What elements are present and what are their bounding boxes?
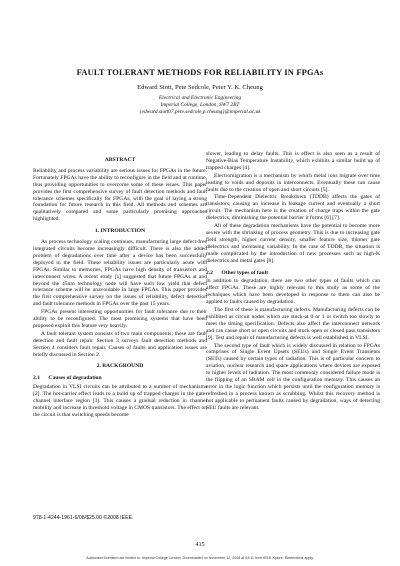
page-number: 415 bbox=[195, 541, 205, 548]
subsection-number: 2.1 bbox=[33, 375, 40, 382]
background-paragraph-1: Degradation in VLSI circuits can be attributed to a number of mechanisms [2]. The hot-carrier effect leads to a build up of trapped charges in the gate-channel interface region [3]. This causes a gradual reduction in channel mobility and increase in threshold voltage in CMOS transistors. The effect on the circuit is that switching speeds become bbox=[33, 384, 207, 418]
right-paragraph-6: The first of these is manufacturing defects. Manufacturing defects can be exhibited as circuit nodes which are stuck-at 0 or 1 or switch too slowly to meet the timing specification. Defects also affect the interconnect network and can cause short or open circuits and stuck open or closed pass transistors [9]. Test and repair of manufacturing defects is well established in VLSI. bbox=[206, 307, 380, 341]
subsection-2-2-heading bbox=[206, 270, 380, 277]
affiliation-emails: {edward.stott07,pete.sedcole,p.cheung}@imperial.ac.uk bbox=[139, 109, 261, 115]
intro-paragraph-1: As process technology scaling continues, manufacturing large defect-free integrated circuits become increasingly difficult. There is also the added problem of degradations over time after a device has been successfully deployed in the field. These reliability issues are particularly acute with FPGAs. Similar to memories, FPGAs have high density of transistors and interconnect wires. A recent study [1] suggested that future FPGAs at and beyond the 45nm technology node will have such low yield that defect tolerance scheme will be unavoidable in large FPGAs. This paper provides the first comprehensive survey on the issues of reliability, defect detection and fault tolerance methods in FPGAs over the past 15 years. bbox=[33, 239, 207, 308]
right-paragraph-4: All of these degradation mechanisms have the potential to become more severe with the shrinking of process geometry. This is due to increasing gate field strength, higher current density, smaller feature size, thinner gate dielectrics and increasing variability. In the case of TDDB, the situation is made complicated by the introduction of new processes such as high-K dielectrics and metal gates [8]. bbox=[206, 223, 380, 264]
background-heading: 2. BACKGROUND bbox=[96, 363, 144, 370]
copyright-notice: 978-1-4244-1961-6/08/$25.00 ©2008 IEEE. bbox=[33, 515, 134, 521]
affiliation-institution: Imperial College, London, SW7 2BT bbox=[160, 102, 240, 108]
intro-paragraph-3: A fault tolerant system consists of two main components; these are fault detection and fault repair. Section 3 surveys fault detection methods and Section 4 considers fault repair. Causes of faults and application issues are briefly discussed in Section 2. bbox=[33, 330, 207, 358]
paper-title: FAULT TOLERANT METHODS FOR RELIABILITY IN FPGAs bbox=[76, 68, 324, 77]
affiliation-dept: Electrical and Electronic Engineering bbox=[158, 95, 242, 101]
right-paragraph-7: The second type of fault which is widely discussed in relation to FPGAs comprises of Single Event Upsets (SEUs) and Single Event Transients (SETs) caused by certain types of radiation. This is of particular concern to aviation, nuclear research and space applications where devices are exposed to higher levels of radiation. The most commonly considered failure mode is the flipping of an SRAM cell in the configuration memory. This causes an error in the logic function which persists until the configuration memory is refreshed in a process known as scrubbing. Whilst this recovery method is not applicable to permanent faults caused by degradation, ways of detecting SEU faults are relevant. bbox=[206, 342, 380, 411]
subsection-2-1-heading bbox=[33, 375, 207, 382]
right-paragraph-5: In addition to degradation, there are two other types of faults which can affect FPGAs. These are highly relevant to this study as some of the techniques which have been developed in response to them can also be applied to faults caused by degradation. bbox=[206, 278, 380, 306]
left-column bbox=[33, 152, 207, 420]
right-column bbox=[206, 151, 380, 413]
affiliation bbox=[0, 95, 400, 116]
abstract-heading: ABSTRACT bbox=[104, 157, 136, 163]
right-paragraph-3: Time-Dependent Dielectric Breakdown (TDDB) affects the gates of transistors, causing an increase in leakage current and eventually a short circuit. The mechanism here is the creation of charge traps within the gate dielectrics, diminishing the potential barrier it forms [6] [7]. bbox=[206, 194, 380, 222]
subsection-number: 2.2 bbox=[206, 269, 213, 276]
author-list: Edward Stott, Pete Sedcole, Peter Y. K. Cheung bbox=[137, 84, 263, 91]
subsection-title: Other types of fault bbox=[221, 269, 269, 276]
license-footer: Authorized licensed use limited to: Imperial College London. Downloaded on November 12, 2008 at 04:11 from IEEE Xplore. Restrictions apply. bbox=[86, 556, 314, 560]
subsection-title: Causes of degradation bbox=[48, 375, 102, 382]
right-paragraph-1: slower, leading to delay faults. This is effect is also seen as a result of Negative-Bias Temperature Instability, which exhibits a similar build up of trapped charges [4]. bbox=[206, 151, 380, 171]
introduction-heading: 1. INTRODUCTION bbox=[94, 228, 146, 235]
intro-paragraph-2: FPGAs present interesting opportunities for fault tolerance due to their ability to be reconfigured. The most promising systems that have been proposed exploit this feature very heavily. bbox=[33, 309, 207, 329]
right-paragraph-2: Electromigration is a mechanism by which metal ions migrate over time leading to voids and deposits in interconnects. Eventually these can cause faults due to the creation of open and short circuits [5]. bbox=[206, 172, 380, 193]
abstract-text: Reliability and process variability are serious issues for FPGAs in the future. Fortunately FPGAs have the ability to reconfigure in the field and at runtime, thus providing opportunities to overcome some of these issues. This paper provides the first comprehensive survey of fault detection methods and fault tolerance schemes specifically for FPGAs, with the goal of laying a strong foundation for future research in this field. All methods and schemes are qualitatively compared and some particularly promising approaches highlighted. bbox=[33, 167, 207, 223]
